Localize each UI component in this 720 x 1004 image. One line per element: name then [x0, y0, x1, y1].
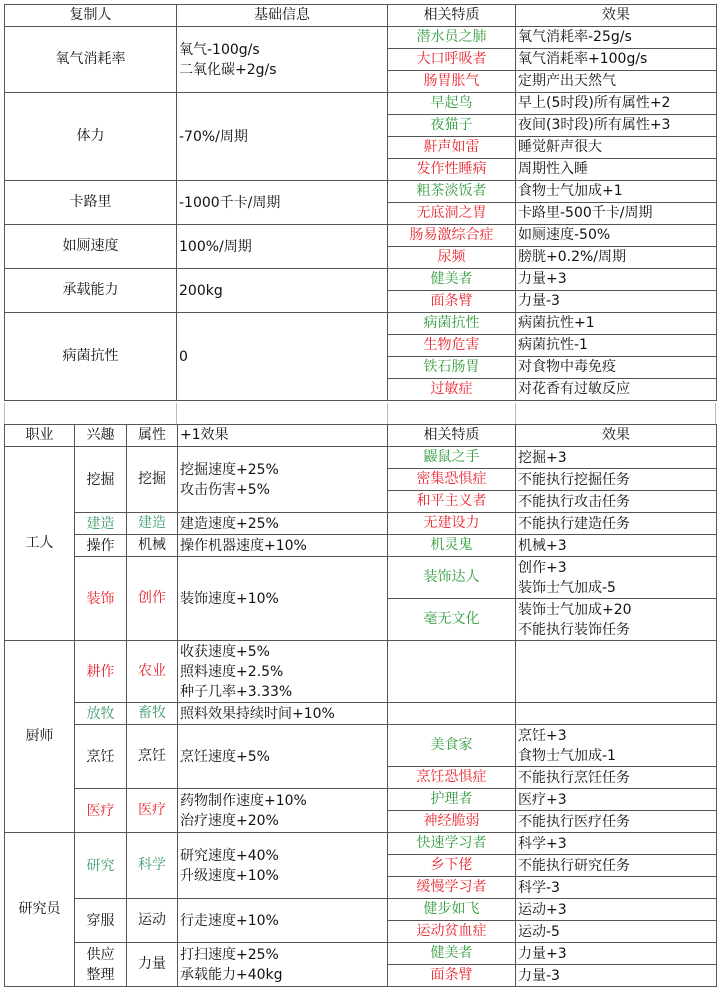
info-line: -70%/周期 — [179, 128, 248, 145]
trait-name: 运动贫血症 — [388, 921, 516, 943]
job-name: 厨师 — [5, 641, 75, 833]
info-line: 0 — [179, 348, 188, 365]
interest-name — [75, 943, 127, 987]
trait-effect: 对食物中毒免疫 — [516, 357, 717, 379]
attribute-name: 运动 — [127, 899, 178, 943]
text-line: 科学-3 — [518, 879, 560, 896]
trait-name: 过敏症 — [388, 379, 516, 401]
trait-effect: 力量-3 — [516, 291, 717, 313]
trait-name: 健美者 — [388, 269, 516, 291]
text-line: 装饰速度+10% — [180, 590, 279, 607]
trait-name: 神经脆弱 — [388, 811, 516, 833]
table-row — [5, 725, 717, 767]
table-row — [5, 269, 717, 291]
column-header: 复制人 — [5, 5, 177, 27]
stat-name: 卡路里 — [5, 181, 177, 225]
text-line: 打扫速度+25% — [180, 946, 279, 963]
trait-name: 健步如飞 — [388, 899, 516, 921]
trait-name: 密集恐惧症 — [388, 469, 516, 491]
text-line: 装饰士气加成+20 — [518, 601, 632, 618]
attribute-name: 科学 — [127, 833, 178, 899]
text-line: 升级速度+10% — [180, 867, 279, 884]
stat-name: 承载能力 — [5, 269, 177, 313]
text-line: 行走速度+10% — [180, 912, 279, 929]
table-row — [5, 789, 717, 811]
trait-effect: 如厕速度-50% — [516, 225, 717, 247]
trait-effect: 定期产出天然气 — [516, 71, 717, 93]
table-row — [5, 313, 717, 335]
interest-name — [75, 833, 127, 899]
table-row — [5, 225, 717, 247]
text-line: 运动-5 — [518, 923, 560, 940]
trait-effect — [516, 513, 717, 535]
plus-one-effect — [178, 557, 388, 641]
trait-name: 美食家 — [388, 725, 516, 767]
trait-name — [388, 641, 516, 703]
trait-name: 鼾声如雷 — [388, 137, 516, 159]
trait-name: 面条臂 — [388, 965, 516, 987]
job-name: 研究员 — [5, 833, 75, 987]
table-row — [5, 513, 717, 535]
trait-name: 机灵鬼 — [388, 535, 516, 557]
trait-effect: 病菌抗性+1 — [516, 313, 717, 335]
attribute-name: 医疗 — [127, 789, 178, 833]
interest-label: 供应 — [86, 946, 115, 963]
trait-effect — [516, 599, 717, 641]
interest-label: 耕作 — [86, 663, 115, 680]
trait-effect: 睡觉鼾声很大 — [516, 137, 717, 159]
text-line: 不能执行攻击任务 — [518, 493, 630, 510]
text-line: 治疗速度+20% — [180, 812, 279, 829]
column-header: 兴趣 — [75, 425, 127, 447]
text-line: 不能执行挖掘任务 — [518, 471, 630, 488]
plus-one-effect — [178, 535, 388, 557]
info-line: 200kg — [179, 282, 223, 299]
plus-one-effect — [178, 703, 388, 725]
interest-label-2: 整理 — [86, 966, 115, 983]
info-line: -1000千卡/周期 — [179, 194, 281, 211]
trait-name — [388, 703, 516, 725]
trait-effect — [516, 877, 717, 899]
trait-effect — [516, 811, 717, 833]
interest-label: 放牧 — [86, 705, 115, 722]
trait-effect: 氧气消耗率-25g/s — [516, 27, 717, 49]
trait-name: 生物危害 — [388, 335, 516, 357]
column-header: 基础信息 — [177, 5, 388, 27]
text-line: 创作+3 — [518, 559, 567, 576]
trait-effect: 食物士气加成+1 — [516, 181, 717, 203]
attribute-name: 烹饪 — [127, 725, 178, 789]
text-line: 不能执行医疗任务 — [518, 813, 630, 830]
table-row — [5, 557, 717, 599]
table-header-row — [5, 5, 717, 27]
text-line: 收获速度+5% — [180, 643, 270, 660]
trait-effect — [516, 767, 717, 789]
text-line: 不能执行研究任务 — [518, 857, 630, 874]
interest-label: 操作 — [86, 537, 115, 554]
trait-effect: 周期性入睡 — [516, 159, 717, 181]
interest-name — [75, 535, 127, 557]
trait-name: 发作性睡病 — [388, 159, 516, 181]
trait-effect: 卡路里-500千卡/周期 — [516, 203, 717, 225]
column-header: 属性 — [127, 425, 178, 447]
text-line: 承载能力+40kg — [180, 966, 283, 983]
text-line: 不能执行建造任务 — [518, 515, 630, 532]
info-line: 氧气-100g/s — [179, 41, 260, 58]
table-row — [5, 93, 717, 115]
trait-name: 毫无文化 — [388, 599, 516, 641]
trait-effect — [516, 557, 717, 599]
trait-name: 乡下佬 — [388, 855, 516, 877]
trait-name: 快速学习者 — [388, 833, 516, 855]
trait-effect — [516, 833, 717, 855]
attribute-name: 挖掘 — [127, 447, 178, 513]
trait-name: 肠胃胀气 — [388, 71, 516, 93]
column-header: 效果 — [516, 425, 717, 447]
trait-effect — [516, 535, 717, 557]
interest-name — [75, 641, 127, 703]
table-row — [5, 27, 717, 49]
attribute-name: 创作 — [127, 557, 178, 641]
interest-label: 烹饪 — [86, 748, 115, 765]
plus-one-effect — [178, 833, 388, 899]
interest-label: 穿服 — [86, 912, 115, 929]
plus-one-effect — [178, 899, 388, 943]
text-line: 挖掘速度+25% — [180, 461, 279, 478]
trait-name: 和平主义者 — [388, 491, 516, 513]
interest-name — [75, 703, 127, 725]
text-line: 照料效果持续时间+10% — [180, 705, 335, 722]
interest-label: 医疗 — [86, 802, 115, 819]
trait-effect — [516, 921, 717, 943]
trait-effect: 对花香有过敏反应 — [516, 379, 717, 401]
interest-label: 挖掘 — [86, 471, 115, 488]
column-header: 职业 — [5, 425, 75, 447]
plus-one-effect — [178, 447, 388, 513]
attribute-name: 力量 — [127, 943, 178, 987]
trait-effect — [516, 447, 717, 469]
column-header: 效果 — [516, 5, 717, 27]
stat-name: 体力 — [5, 93, 177, 181]
attribute-name: 农业 — [127, 641, 178, 703]
job-name: 工人 — [5, 447, 75, 641]
trait-name: 早起鸟 — [388, 93, 516, 115]
stat-name: 氧气消耗率 — [5, 27, 177, 93]
text-line: 照料速度+2.5% — [180, 663, 284, 680]
trait-name: 病菌抗性 — [388, 313, 516, 335]
interest-name — [75, 513, 127, 535]
trait-effect — [516, 641, 717, 703]
trait-effect — [516, 491, 717, 513]
trait-effect — [516, 703, 717, 725]
text-line: 机械+3 — [518, 537, 567, 554]
text-line: 挖掘+3 — [518, 449, 567, 466]
trait-effect — [516, 943, 717, 965]
trait-name: 健美者 — [388, 943, 516, 965]
interest-label: 研究 — [86, 857, 115, 874]
stat-name: 病菌抗性 — [5, 313, 177, 401]
stat-base-info — [177, 181, 388, 225]
trait-name: 无建设力 — [388, 513, 516, 535]
table-row — [5, 535, 717, 557]
column-header: 相关特质 — [388, 425, 516, 447]
trait-name: 装饰达人 — [388, 557, 516, 599]
table-row — [5, 703, 717, 725]
text-line: 力量-3 — [518, 967, 560, 984]
attribute-name: 机械 — [127, 535, 178, 557]
text-line: 烹饪速度+5% — [180, 748, 270, 765]
trait-name: 无底洞之胃 — [388, 203, 516, 225]
trait-effect — [516, 725, 717, 767]
text-line: 科学+3 — [518, 835, 567, 852]
trait-name: 潜水员之肺 — [388, 27, 516, 49]
trait-name: 大口呼吸者 — [388, 49, 516, 71]
plus-one-effect — [178, 789, 388, 833]
stat-base-info — [177, 313, 388, 401]
interest-name — [75, 725, 127, 789]
column-header: 相关特质 — [388, 5, 516, 27]
trait-effect: 早上(5时段)所有属性+2 — [516, 93, 717, 115]
text-line: 力量+3 — [518, 945, 567, 962]
info-line: 100%/周期 — [179, 238, 252, 255]
trait-effect: 氧气消耗率+100g/s — [516, 49, 717, 71]
interest-name — [75, 789, 127, 833]
trait-name: 鼹鼠之手 — [388, 447, 516, 469]
stat-base-info — [177, 93, 388, 181]
text-line: 食物士气加成-1 — [518, 747, 616, 764]
table-header-row — [5, 425, 717, 447]
table-row — [5, 181, 717, 203]
text-line: 药物制作速度+10% — [180, 792, 307, 809]
trait-name: 面条臂 — [388, 291, 516, 313]
trait-name: 缓慢学习者 — [388, 877, 516, 899]
trait-effect: 病菌抗性-1 — [516, 335, 717, 357]
info-line: 二氧化碳+2g/s — [179, 61, 277, 78]
trait-effect — [516, 789, 717, 811]
trait-name: 肠易激综合症 — [388, 225, 516, 247]
table-row — [5, 833, 717, 855]
text-line: 装饰士气加成-5 — [518, 579, 616, 596]
stat-base-info — [177, 225, 388, 269]
attribute-name: 畜牧 — [127, 703, 178, 725]
trait-effect — [516, 965, 717, 987]
table-gap — [4, 403, 716, 424]
table-row — [5, 447, 717, 469]
duplicant-stats-table — [4, 4, 717, 401]
trait-effect: 力量+3 — [516, 269, 717, 291]
text-line: 不能执行装饰任务 — [518, 621, 630, 638]
stat-base-info — [177, 269, 388, 313]
plus-one-effect — [178, 641, 388, 703]
text-line: 建造速度+25% — [180, 515, 279, 532]
plus-one-effect — [178, 513, 388, 535]
trait-effect — [516, 899, 717, 921]
trait-name: 尿频 — [388, 247, 516, 269]
stat-base-info — [177, 27, 388, 93]
interest-name — [75, 557, 127, 641]
job-interests-table — [4, 424, 717, 987]
interest-label: 建造 — [86, 515, 115, 532]
plus-one-effect — [178, 943, 388, 987]
text-line: 操作机器速度+10% — [180, 537, 307, 554]
column-header: +1效果 — [178, 425, 388, 447]
trait-name: 烹饪恐惧症 — [388, 767, 516, 789]
trait-name: 护理者 — [388, 789, 516, 811]
text-line: 种子几率+3.33% — [180, 683, 293, 700]
text-line: 研究速度+40% — [180, 847, 279, 864]
trait-effect: 膀胱+0.2%/周期 — [516, 247, 717, 269]
interest-name — [75, 899, 127, 943]
text-line: 攻击伤害+5% — [180, 481, 270, 498]
plus-one-effect — [178, 725, 388, 789]
trait-effect — [516, 855, 717, 877]
trait-effect — [516, 469, 717, 491]
interest-name — [75, 447, 127, 513]
table-row — [5, 641, 717, 703]
table-row — [5, 899, 717, 921]
interest-label: 装饰 — [86, 590, 115, 607]
trait-effect: 夜间(3时段)所有属性+3 — [516, 115, 717, 137]
trait-name: 铁石肠胃 — [388, 357, 516, 379]
text-line: 医疗+3 — [518, 791, 567, 808]
text-line: 烹饪+3 — [518, 727, 567, 744]
table-row — [5, 943, 717, 965]
text-line: 不能执行烹饪任务 — [518, 769, 630, 786]
stat-name: 如厕速度 — [5, 225, 177, 269]
text-line: 运动+3 — [518, 901, 567, 918]
trait-name: 夜猫子 — [388, 115, 516, 137]
trait-name: 粗茶淡饭者 — [388, 181, 516, 203]
attribute-name: 建造 — [127, 513, 178, 535]
